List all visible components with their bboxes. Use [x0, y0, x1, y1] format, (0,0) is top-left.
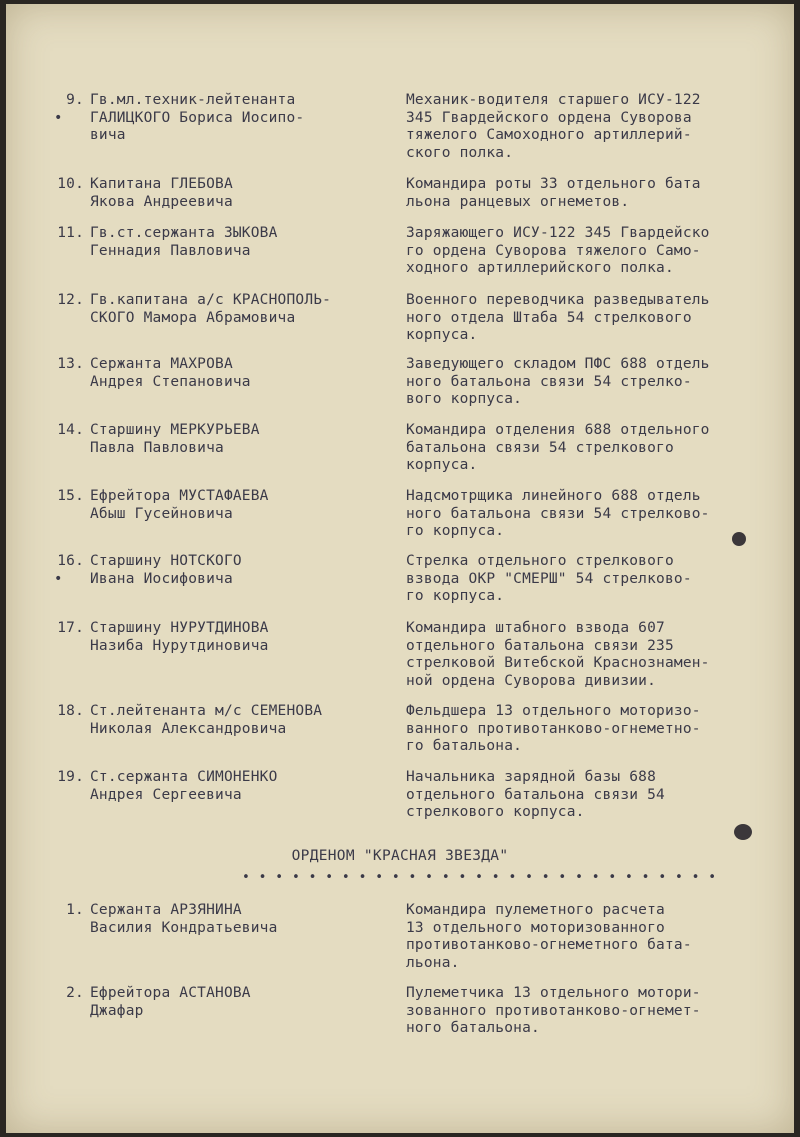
entry-name: Ст.сержанта СИМОНЕНКО Андрея Сергеевича	[90, 769, 278, 803]
entry-number: 15.	[57, 488, 84, 504]
entry-number: 16.	[57, 553, 84, 569]
entry-number: 2.	[66, 985, 84, 1001]
entry-position: Командира роты 33 отдельного бата льона ранцевых огнеметов.	[406, 176, 701, 210]
entry-name: Сержанта АРЗЯНИНА Василия Кондратьевича	[90, 902, 278, 936]
entry-position: Заведующего складом ПФС 688 отдель ного батальона связи 54 стрелко- вого корпуса.	[406, 356, 710, 407]
entry-number: 1.	[66, 902, 84, 918]
entry-number: 19.	[57, 769, 84, 785]
entry-name: Гв.мл.техник-лейтенанта ГАЛИЦКОГО Бориса Иосипо- вича	[90, 92, 305, 143]
entry-name: Ефрейтора МУСТАФАЕВА Абыш Гусейновича	[90, 488, 269, 522]
section-divider-dots: • • • • • • • • • • • • • • • • • • • • • • • • • • • • •	[242, 870, 717, 885]
entry-position: Военного переводчика разведыватель ного отдела Штаба 54 стрелкового корпуса.	[406, 292, 710, 343]
entry-number: 10.	[57, 176, 84, 192]
bullet-mark: •	[54, 110, 63, 126]
entry-number: 12.	[57, 292, 84, 308]
entry-number: 14.	[57, 422, 84, 438]
entry-name: Гв.ст.сержанта ЗЫКОВА Геннадия Павловича	[90, 225, 278, 259]
ink-blot-mark	[732, 532, 746, 546]
entry-position: Стрелка отдельного стрелкового взвода ОКР "СМЕРШ" 54 стрелково- го корпуса.	[406, 553, 692, 604]
entry-position: Командира отделения 688 отдельного батальона связи 54 стрелкового корпуса.	[406, 422, 710, 473]
entry-name: Старшину НУРУТДИНОВА Назиба Нурутдиновича	[90, 620, 269, 654]
entry-number: 18.	[57, 703, 84, 719]
entry-name: Старшину МЕРКУРЬЕВА Павла Павловича	[90, 422, 260, 456]
ink-blot-mark	[734, 824, 752, 840]
entry-name: Сержанта МАХРОВА Андрея Степановича	[90, 356, 251, 390]
bullet-mark: •	[54, 571, 63, 587]
entry-number: 11.	[57, 225, 84, 241]
entry-number: 9.	[66, 92, 84, 108]
entry-name: Капитана ГЛЕБОВА Якова Андреевича	[90, 176, 233, 210]
entry-position: Командира пулеметного расчета 13 отдельного моторизованного противотанково-огнеметного бата- льона.	[406, 902, 692, 971]
entry-number: 13.	[57, 356, 84, 372]
entry-name: Ефрейтора АСТАНОВА Джафар	[90, 985, 251, 1019]
entry-position: Механик-водителя старшего ИСУ-122 345 Гвардейского ордена Суворова тяжелого Самоходного артиллерий- ского полка.	[406, 92, 701, 161]
entry-position: Начальника зарядной базы 688 отдельного батальона связи 54 стрелкового корпуса.	[406, 769, 665, 820]
section-title: ОРДЕНОМ "КРАСНАЯ ЗВЕЗДА"	[291, 848, 509, 864]
entry-position: Командира штабного взвода 607 отдельного батальона связи 235 стрелковой Витебской Краснознамен- ной ордена Суворова дивизии.	[406, 620, 710, 689]
entry-position: Пулеметчика 13 отдельного мотори- зованного противотанково-огнемет- ного батальона.	[406, 985, 701, 1036]
entry-name: Ст.лейтенанта м/с СЕМЕНОВА Николая Александровича	[90, 703, 323, 737]
entry-number: 17.	[57, 620, 84, 636]
entry-position: Надсмотрщика линейного 688 отдель ного батальона связи 54 стрелково- го корпуса.	[406, 488, 710, 539]
entry-name: Старшину НОТСКОГО Ивана Иосифовича	[90, 553, 242, 587]
entry-name: Гв.капитана а/с КРАСНОПОЛЬ- СКОГО Мамора Абрамовича	[90, 292, 332, 326]
document-page	[6, 4, 794, 1133]
entry-position: Заряжающего ИСУ-122 345 Гвардейско го ордена Суворова тяжелого Само- ходного артиллерийского полка.	[406, 225, 710, 276]
entry-position: Фельдшера 13 отдельного моторизо- ванного противотанково-огнеметно- го батальона.	[406, 703, 701, 754]
